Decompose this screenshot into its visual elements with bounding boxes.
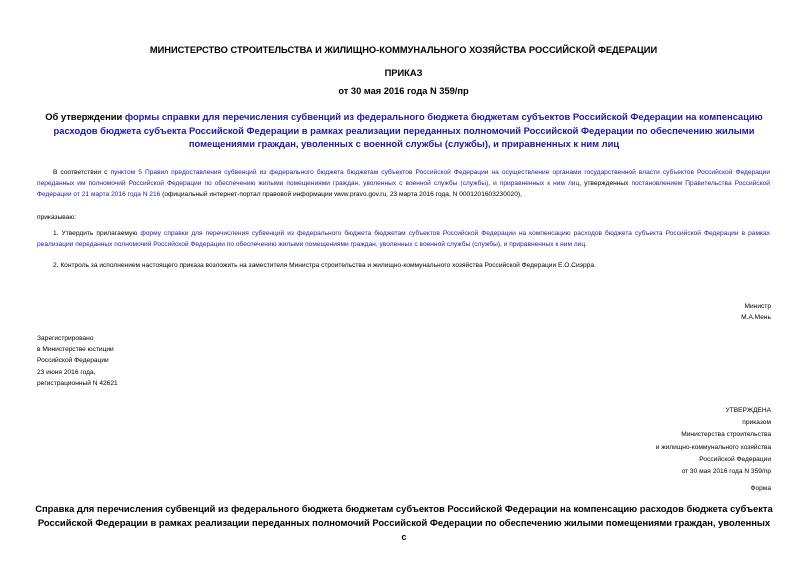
approval-line: и жилищно-коммунального хозяйства — [655, 443, 771, 451]
approval-line: от 30 мая 2016 года N 359/пр — [681, 468, 771, 476]
registration-block — [37, 333, 118, 389]
item-1-prefix: 1. Утвердить прилагаемую — [53, 230, 141, 237]
approval-line: приказом — [742, 419, 771, 427]
registration-line: Российской Федерации — [37, 357, 109, 365]
item-2-paragraph: 2. Контроль за исполнением настоящего приказа возложить на заместителя Министра строительства и жилищно-коммунального хозяйства Российской Федерации Е.О.Сиэрра. — [53, 262, 596, 269]
preamble-suffix: (официальный интернет-портал правовой информации www.pravo.gov.ru, 23 марта 2016 года, N 0001201603230020), — [160, 191, 522, 198]
registration-line: 23 июня 2016 года, — [37, 368, 96, 376]
item-1-suffix: . — [585, 241, 587, 248]
form-link[interactable]: форму справки для перечисления субвенций из федерального бюджета бюджетам субъектов Российской Федерации на компенсацию расходов бюджета субъекта Российской Федерации в рамках реализации переданных полномочий Российской Федерации по обеспечению жилыми помещениями граждан, уволенных с военной службы (службы), и приравненных к ним лиц — [37, 230, 770, 248]
rules-link[interactable]: пунктом 5 Правил предоставления субвенций из федерального бюджета бюджетам субъектов Российской Федерации на осуществление органами государственной власти субъектов Российской Федерации переданных им полномочий Российской Федерации по обеспечению жилыми помещениями граждан, уволенных с военной службы (службы), и приравненных к ним лиц — [37, 169, 771, 187]
preamble-paragraph — [37, 167, 770, 200]
registration-line: Зарегистрировано — [37, 335, 94, 342]
signature-block — [741, 301, 771, 323]
form-label: Форма — [750, 485, 771, 492]
approval-line: Российской Федерации — [699, 455, 771, 463]
orders-label: приказываю: — [37, 214, 77, 221]
approval-line: Министерства строительства — [681, 431, 771, 439]
resolution-link[interactable]: постановлением Правительства Российской Федерации от 21 марта 2016 года N 216 — [37, 180, 770, 198]
registration-line: регистрационный N 42621 — [37, 379, 118, 387]
approval-line: УТВЕРЖДЕНА — [725, 407, 771, 414]
form-title: Справка для перечисления субвенций из федерального бюджета бюджетам субъектов Российской Федерации на компенсацию расходов бюджета субъекта Российской Федерации в рамках реализации переданных полномочий Российской Федерации по обеспечению жилыми помещениями граждан, уволенных с — [35, 503, 773, 542]
preamble-middle: , утвержденных — [579, 180, 632, 187]
signature-name: М.А.Мень — [741, 314, 771, 321]
title-link[interactable]: формы справки для перечисления субвенций из федерального бюджета бюджетам субъектов Российской Федерации на компенсацию расходов бюджета субъекта Российской Федерации в рамках реализации переданных полномочий Российской Федерации по обеспечению жилыми помещениями граждан, уволенных с военной службы (службы), и приравненных к ним лиц — [53, 111, 763, 149]
item-1-paragraph — [37, 228, 770, 250]
order-date: от 30 мая 2016 года N 359/пр — [338, 86, 469, 96]
document-title — [34, 110, 774, 151]
title-prefix: Об утверждении — [45, 111, 125, 122]
preamble-prefix: В соответствии с — [53, 169, 111, 176]
signature-position: Министр — [744, 303, 771, 310]
ministry-heading: МИНИСТЕРСТВО СТРОИТЕЛЬСТВА И ЖИЛИЩНО-КОММУНАЛЬНОГО ХОЗЯЙСТВА РОССИЙСКОЙ ФЕДЕРАЦИИ — [149, 45, 658, 55]
registration-line: в Министерстве юстиции — [37, 346, 114, 354]
order-heading: ПРИКАЗ — [384, 68, 423, 78]
approval-block — [656, 405, 771, 478]
